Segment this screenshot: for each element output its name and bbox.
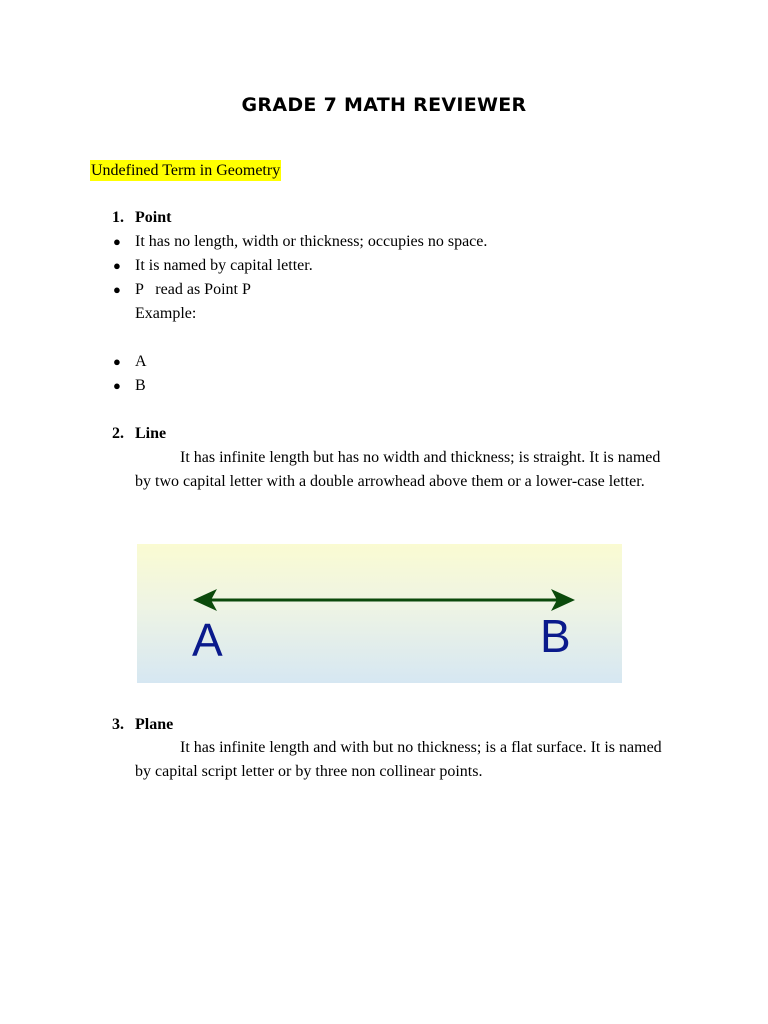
line-figure bbox=[137, 544, 622, 683]
bullet-icon: ● bbox=[113, 234, 121, 249]
list-item: B bbox=[135, 377, 146, 394]
plane-description: It has infinite length and with but no thickness; is a flat surface. It is named by capital script letter or by three non collinear points. bbox=[135, 739, 662, 780]
bullet-icon: ● bbox=[113, 354, 121, 369]
section-heading: Undefined Term in Geometry bbox=[91, 162, 281, 179]
bullet-icon: ● bbox=[113, 378, 121, 393]
list-item: It has no length, width or thickness; occupies no space. bbox=[135, 233, 488, 250]
list-item: P read as Point P bbox=[135, 281, 251, 298]
item-number: 2. bbox=[112, 425, 124, 442]
item-heading-point: Point bbox=[135, 209, 172, 226]
bullet-icon: ● bbox=[113, 282, 121, 297]
example-label: Example: bbox=[135, 305, 197, 322]
point-label-a: A bbox=[192, 614, 223, 666]
list-item: A bbox=[135, 353, 147, 370]
point-label-b: B bbox=[540, 610, 571, 662]
line-diagram bbox=[137, 544, 622, 683]
list-item: It is named by capital letter. bbox=[135, 257, 313, 274]
line-description: It has infinite length but has no width and thickness; is straight. It is named by two capital letter with a double arrowhead above them or a lower-case letter. bbox=[135, 449, 661, 490]
bullet-icon: ● bbox=[113, 258, 121, 273]
item-number: 3. bbox=[112, 716, 124, 733]
document-title: GRADE 7 MATH REVIEWER bbox=[241, 94, 527, 116]
item-heading-plane: Plane bbox=[135, 716, 174, 733]
item-number: 1. bbox=[112, 209, 124, 226]
item-heading-line: Line bbox=[135, 425, 167, 442]
